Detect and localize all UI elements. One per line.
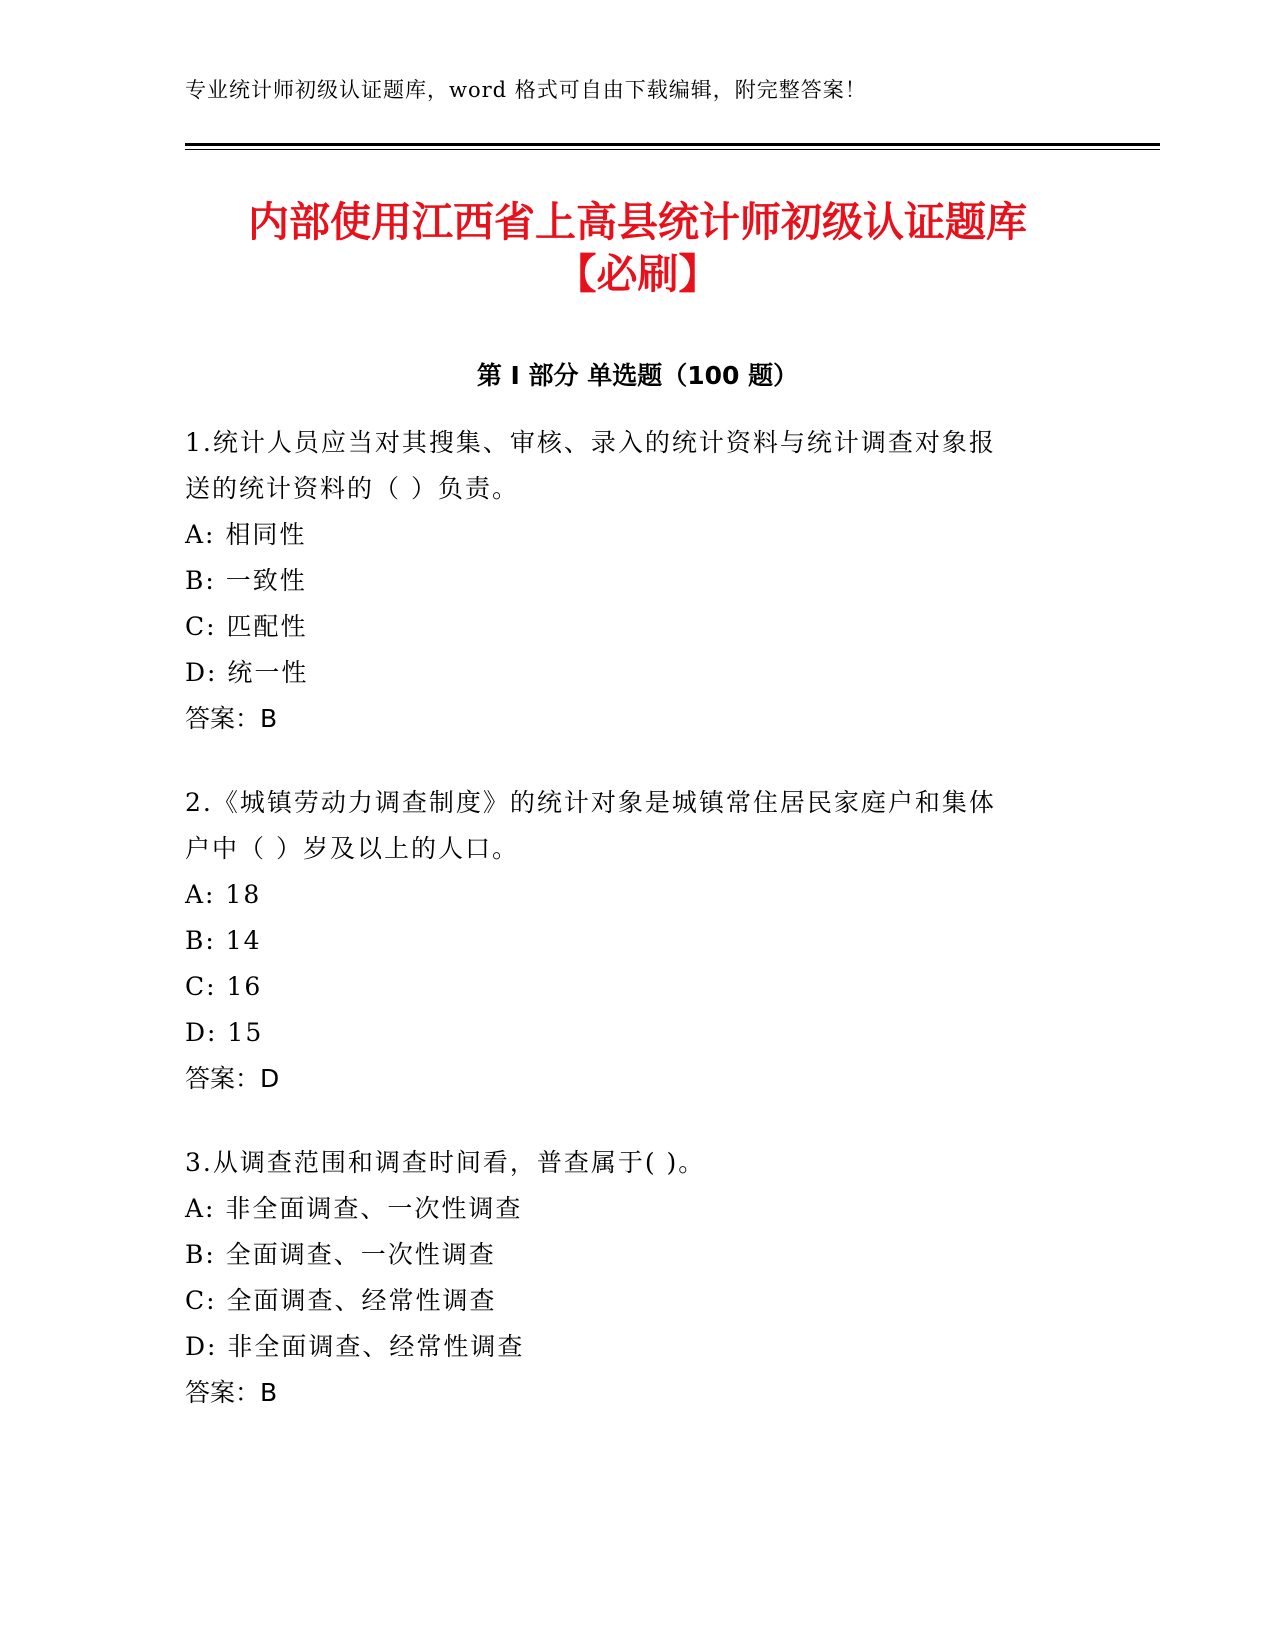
question-stem-line: 户中（ ）岁及以上的人口。 (185, 834, 519, 863)
question-stem-line: 3.从调查范围和调查时间看，普查属于( )。 (185, 1148, 706, 1177)
option-c: C: 16 (185, 972, 263, 1001)
option-a: A: 相同性 (185, 520, 307, 549)
question-stem-line: 1.统计人员应当对其搜集、审核、录入的统计资料与统计调查对象报 (185, 428, 996, 457)
question-stem (185, 420, 1085, 512)
header-rule-thin (185, 149, 1160, 150)
question-1 (185, 420, 1085, 742)
option-c: C: 匹配性 (185, 612, 308, 641)
question-2 (185, 780, 1085, 1102)
question-3 (185, 1140, 1085, 1416)
option-a: A: 18 (185, 880, 262, 909)
question-stem (185, 1140, 1085, 1186)
option-d: D: 非全面调查、经常性调查 (185, 1332, 525, 1361)
option-d: D: 15 (185, 1018, 264, 1047)
option-d: D: 统一性 (185, 658, 309, 687)
answer: 答案：B (185, 1378, 278, 1407)
option-c: C: 全面调查、经常性调查 (185, 1286, 497, 1315)
document-title-line2: 【必刷】 (555, 250, 720, 298)
question-stem-line: 送的统计资料的（ ）负责。 (185, 474, 519, 503)
option-b: B: 全面调查、一次性调查 (185, 1240, 496, 1269)
question-stem (185, 780, 1085, 872)
option-a: A: 非全面调查、一次性调查 (185, 1194, 523, 1223)
option-b: B: 一致性 (185, 566, 307, 595)
section-heading: 第 I 部分 单选题（100 题） (476, 361, 799, 390)
header-rule-thick (185, 143, 1160, 146)
answer: 答案：B (185, 704, 278, 733)
document-title-line1: 内部使用江西省上高县统计师初级认证题库 (248, 198, 1027, 246)
answer: 答案：D (185, 1064, 280, 1093)
header-note: 专业统计师初级认证题库，word 格式可自由下载编辑，附完整答案！ (185, 78, 867, 102)
question-stem-line: 2.《城镇劳动力调查制度》的统计对象是城镇常住居民家庭户和集体 (185, 788, 996, 817)
option-b: B: 14 (185, 926, 262, 955)
document-title (150, 196, 1125, 300)
